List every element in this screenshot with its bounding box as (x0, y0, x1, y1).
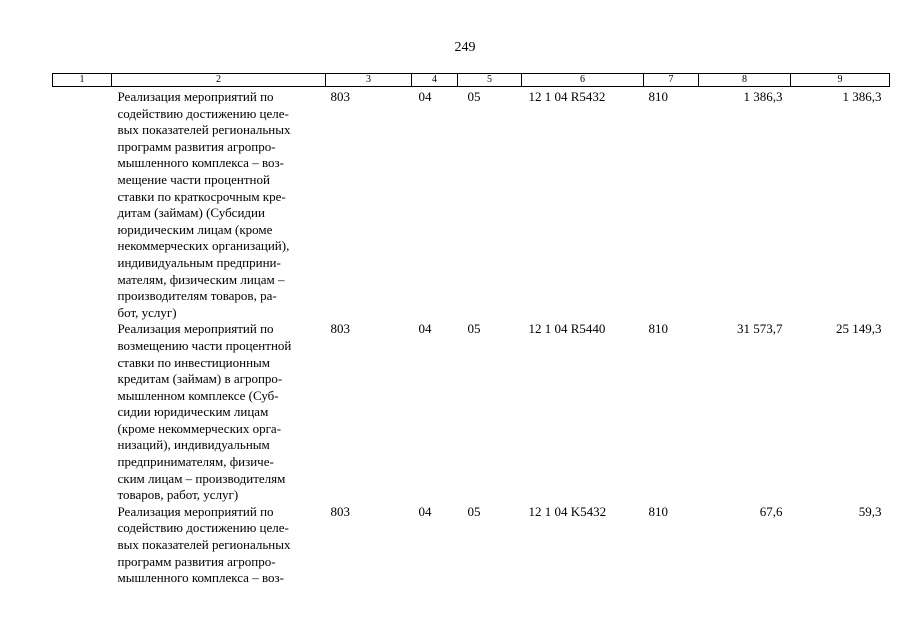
expense-name-line: юридическим лицам (кроме (117, 221, 273, 237)
amount-col9: 25 149,3 (836, 321, 882, 337)
expense-name-line: некоммерческих организаций), (117, 238, 290, 254)
header-col-7: 7 (644, 74, 699, 87)
expense-name-line: мателям, физическим лицам – (117, 271, 285, 287)
grbs-code: 803 (330, 503, 350, 519)
header-col-5: 5 (458, 74, 522, 87)
expense-name-line: возмещению части процентной (117, 337, 292, 353)
expense-name-line: программ развития агропро- (117, 553, 276, 569)
amount-col8: 1 386,3 (743, 89, 783, 104)
header-col-4: 4 (412, 74, 458, 87)
header-col-9: 9 (791, 74, 890, 87)
expense-name-line: (кроме некоммерческих орга- (117, 420, 282, 436)
expense-name-line: ставки по инвестиционным (117, 354, 271, 370)
header-col-1: 1 (53, 74, 112, 87)
expense-name-line: содействию достижению целе- (117, 105, 289, 121)
subsection-code: 05 (467, 89, 481, 104)
row-col1 (53, 321, 112, 504)
header-col-8: 8 (699, 74, 791, 87)
table-row (53, 321, 890, 504)
amount-col8: 67,6 (759, 503, 783, 519)
table-row (53, 87, 890, 322)
section-code: 04 (418, 503, 432, 519)
target-article-code: 12 1 04 R5440 (528, 321, 606, 337)
expense-name-line: мышленного комплекса – воз- (117, 155, 284, 171)
table-row (53, 504, 890, 587)
grbs-code: 803 (330, 89, 350, 104)
expense-name-line: индивидуальным предприни- (117, 254, 281, 270)
expense-name-line: товаров, работ, услуг) (117, 487, 239, 503)
expense-name-line: сидии юридическим лицам (117, 404, 269, 420)
expense-name-line: вых показателей региональных (117, 537, 291, 553)
grbs-code: 803 (330, 321, 350, 337)
expense-name (112, 504, 326, 587)
subsection-code: 05 (467, 503, 481, 519)
expense-name-line: кредитам (займам) в агропро- (117, 371, 283, 387)
table-header (53, 74, 890, 87)
header-col-6: 6 (522, 74, 644, 87)
expense-name-line: вых показателей региональных (117, 122, 291, 138)
table-body (53, 87, 890, 587)
expense-name-line: ставки по краткосрочным кре- (117, 188, 286, 204)
subsection-code: 05 (467, 321, 481, 337)
expense-type-code: 810 (648, 503, 668, 519)
expense-name-line: Реализация мероприятий по (117, 503, 274, 519)
expense-name-line: программ развития агропро- (117, 138, 276, 154)
expense-name-line: бот, услуг) (117, 304, 177, 320)
expense-name-line: мышленном комплексе (Суб- (117, 387, 279, 403)
expense-name-line: производителям товаров, ра- (117, 288, 277, 304)
section-code: 04 (418, 89, 432, 104)
expense-name-line: предпринимателям, физиче- (117, 454, 274, 470)
amount-col9: 1 386,3 (842, 89, 882, 104)
header-row (53, 74, 890, 87)
expense-name (112, 321, 326, 504)
target-article-code: 12 1 04 K5432 (528, 503, 607, 519)
section-code: 04 (418, 321, 432, 337)
expense-name-line: Реализация мероприятий по (117, 321, 274, 337)
header-col-2: 2 (112, 74, 326, 87)
expense-type-code: 810 (648, 89, 668, 104)
expense-name-line: Реализация мероприятий по (117, 89, 274, 104)
expense-name-line: ским лицам – производителям (117, 470, 286, 486)
page-number: 249 (454, 40, 476, 55)
row-col1 (53, 87, 112, 322)
expense-name-line: мышленного комплекса – воз- (117, 570, 284, 586)
expense-name (112, 87, 326, 322)
expense-type-code: 810 (648, 321, 668, 337)
amount-col9: 59,3 (858, 503, 882, 519)
amount-col8: 31 573,7 (737, 321, 783, 337)
expense-name-line: мещение части процентной (117, 171, 270, 187)
header-col-3: 3 (326, 74, 412, 87)
expense-name-line: низаций), индивидуальным (117, 437, 270, 453)
budget-table (52, 73, 890, 587)
target-article-code: 12 1 04 R5432 (528, 89, 606, 104)
expense-name-line: содействию достижению целе- (117, 520, 289, 536)
expense-name-line: дитам (займам) (Субсидии (117, 205, 265, 221)
row-col1 (53, 504, 112, 587)
